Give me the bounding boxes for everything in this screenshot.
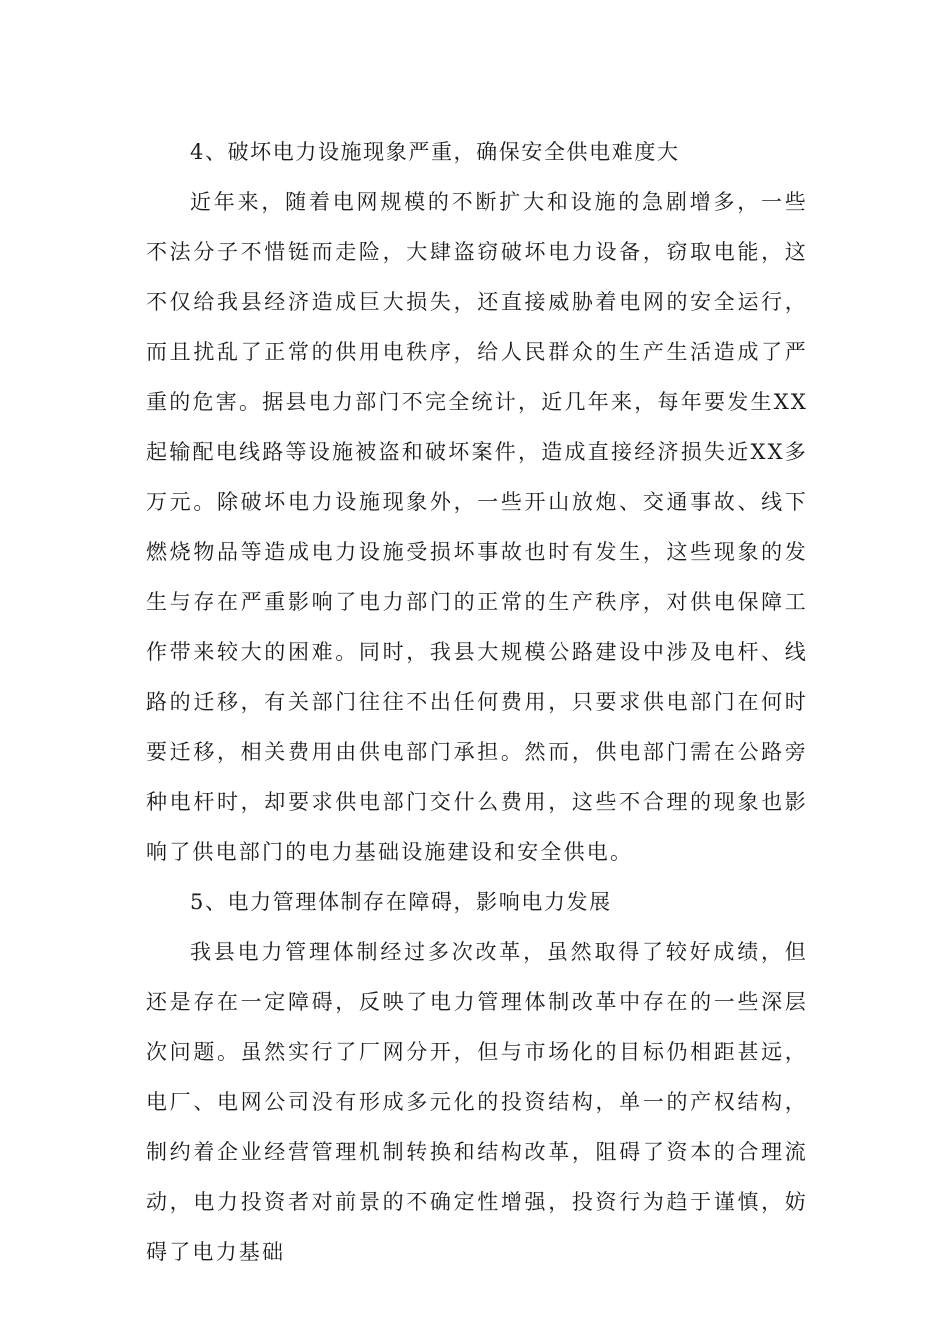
document-body	[146, 127, 808, 1277]
section-paragraph-5: 我县电力管理体制经过多次改革，虽然取得了较好成绩，但还是存在一定障碍，反映了电力管理体制改革中存在的一些深层次问题。虽然实行了厂网分开，但与市场化的目标仍相距甚远，电厂、电网公司没有形成多元化的投资结构，单一的产权结构，制约着企业经营管理机制转换和结构改革，阻碍了资本的合理流动，电力投资者对前景的不确定性增强，投资行为趋于谨慎，妨碍了电力基础	[146, 940, 808, 1264]
section-heading-5: 5、电力管理体制存在障碍，影响电力发展	[190, 890, 612, 914]
section-paragraph-4: 近年来，随着电网规模的不断扩大和设施的急剧增多，一些不法分子不惜铤而走险，大肆盗窃破坏电力设备，窃取电能，这不仅给我县经济造成巨大损失，还直接威胁着电网的安全运行，而且扰乱了正常的供用电秩序，给人民群众的生产生活造成了严重的危害。据县电力部门不完全统计，近几年来，每年要发生XX起输配电线路等设施被盗和破坏案件，造成直接经济损失近XX多万元。除破坏电力设施现象外，一些开山放炮、交通事故、线下燃烧物品等造成电力设施受损坏事故也时有发生，这些现象的发生与存在严重影响了电力部门的正常的生产秩序，对供电保障工作带来较大的困难。同时，我县大规模公路建设中涉及电杆、线路的迁移，有关部门往往不出任何费用，只要求供电部门在何时要迁移，相关费用由供电部门承担。然而，供电部门需在公路旁种电杆时，却要求供电部门交什么费用，这些不合理的现象也影响了供电部门的电力基础设施建设和安全供电。	[146, 190, 808, 864]
section-heading-4: 4、破坏电力设施现象严重，确保安全供电难度大	[190, 140, 680, 164]
